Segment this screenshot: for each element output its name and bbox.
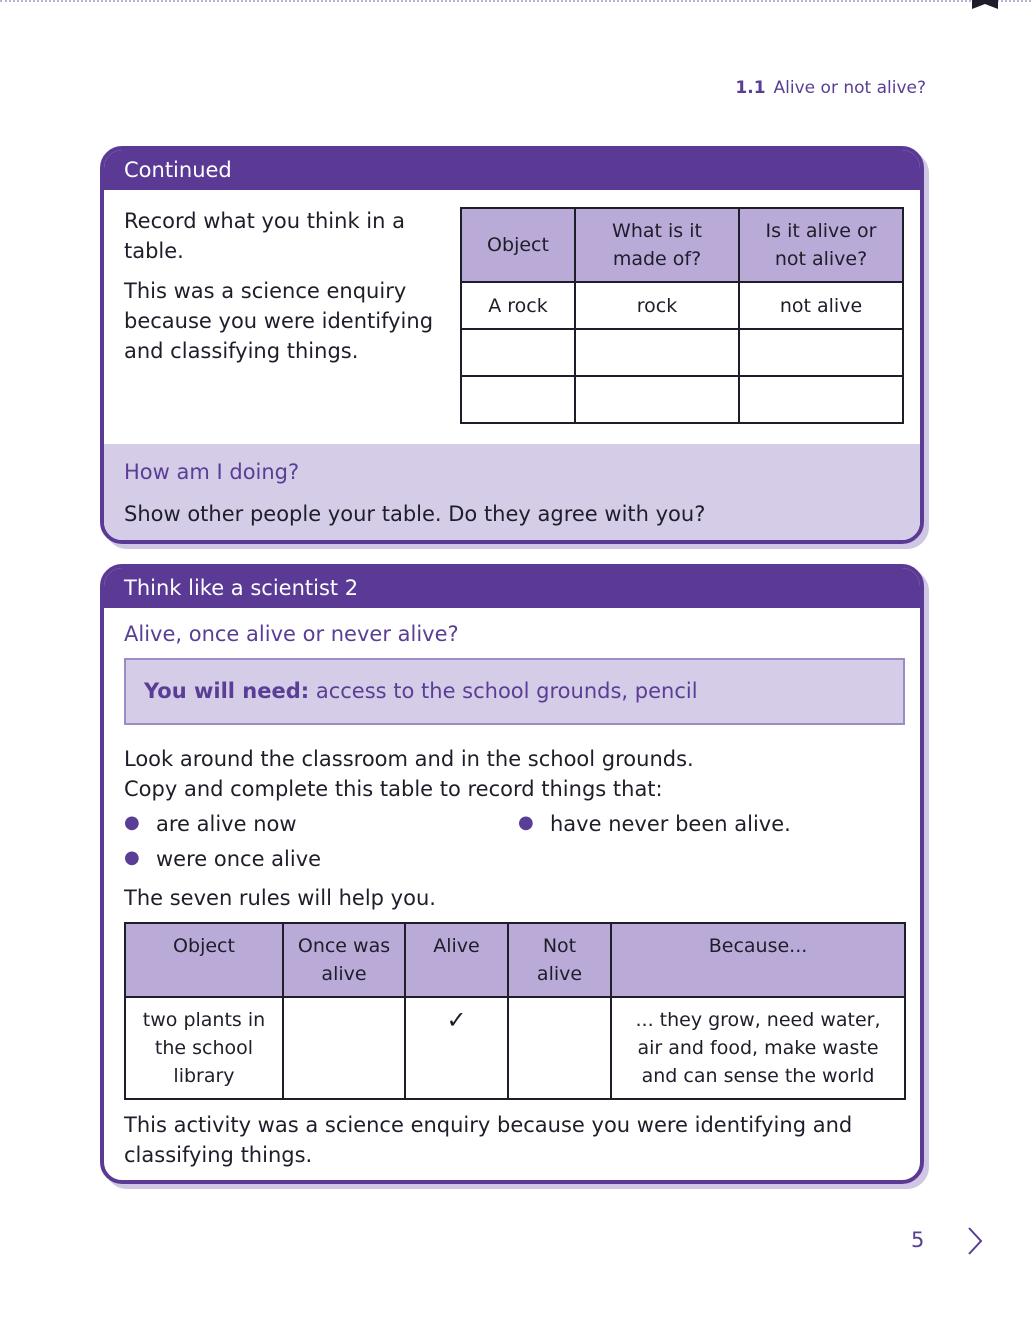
list-item-text: were once alive [156, 847, 322, 871]
table-row [461, 329, 903, 376]
continued-box [100, 146, 924, 544]
table-cell[interactable] [575, 329, 739, 376]
section-number: 1.1 [735, 78, 766, 98]
table-row [125, 997, 905, 1099]
table-row [461, 282, 903, 329]
table-cell: rock [575, 282, 739, 329]
bullet-icon: ● [518, 812, 534, 833]
intro-line: Look around the classroom and in the school grounds. [124, 747, 694, 771]
table-header: Is it alive or not alive? [739, 208, 903, 282]
bookmark-icon [972, 0, 998, 9]
chevron-right-icon[interactable] [964, 1226, 986, 1256]
page-number: 5 [911, 1228, 925, 1252]
table-header: Once was alive [283, 923, 405, 997]
rules-text: The seven rules will help you. [124, 886, 436, 910]
table-header: Because... [611, 923, 905, 997]
classification-table [124, 922, 906, 1100]
table-cell[interactable] [508, 997, 611, 1099]
table-row [461, 376, 903, 423]
intro-line: Copy and complete this table to record things that: [124, 777, 663, 801]
continued-header: Continued [104, 150, 920, 190]
running-head [735, 78, 926, 98]
scientist-header: Think like a scientist 2 [104, 568, 920, 608]
closing-text: This activity was a science enquiry because you were identifying and classifying things. [124, 1113, 853, 1167]
table-cell[interactable] [461, 329, 575, 376]
self-check-text: Show other people your table. Do they agree with you? [124, 502, 706, 526]
table-cell[interactable] [283, 997, 405, 1099]
continued-text [124, 206, 454, 376]
table-cell: not alive [739, 282, 903, 329]
table-cell[interactable] [739, 329, 903, 376]
you-will-need-text: access to the school grounds, pencil [315, 679, 698, 703]
table-header: What is it made of? [575, 208, 739, 282]
table-cell: ... they grow, need water, air and food, make waste and can sense the world [611, 997, 905, 1099]
table-cell[interactable] [461, 376, 575, 423]
you-will-need-label: You will need: [144, 679, 310, 703]
table-header: Object [125, 923, 283, 997]
self-check-panel [104, 444, 920, 544]
self-check-title: How am I doing? [124, 460, 300, 484]
record-table [460, 207, 904, 424]
table-header: Alive [405, 923, 508, 997]
table-header: Object [461, 208, 575, 282]
list-item-text: are alive now [156, 812, 297, 836]
table-cell: two plants in the school library [125, 997, 283, 1099]
table-cell[interactable] [575, 376, 739, 423]
table-cell: A rock [461, 282, 575, 329]
activity-intro [124, 744, 905, 804]
think-like-scientist-box [100, 564, 924, 1184]
top-dotted-rule [0, 0, 1031, 2]
table-header: Not alive [508, 923, 611, 997]
section-title: Alive or not alive? [773, 78, 926, 98]
paragraph: Record what you think in a table. [124, 209, 405, 263]
paragraph: This was a science enquiry because you were identifying and classifying things. [124, 279, 434, 363]
bullet-icon: ● [124, 847, 140, 868]
checkmark-icon: ✓ [405, 997, 508, 1099]
you-will-need-panel [124, 658, 905, 725]
list-item-text: have never been alive. [550, 812, 791, 836]
table-cell[interactable] [739, 376, 903, 423]
activity-subtitle: Alive, once alive or never alive? [124, 622, 459, 646]
bullet-list [124, 812, 905, 892]
bullet-icon: ● [124, 812, 140, 833]
